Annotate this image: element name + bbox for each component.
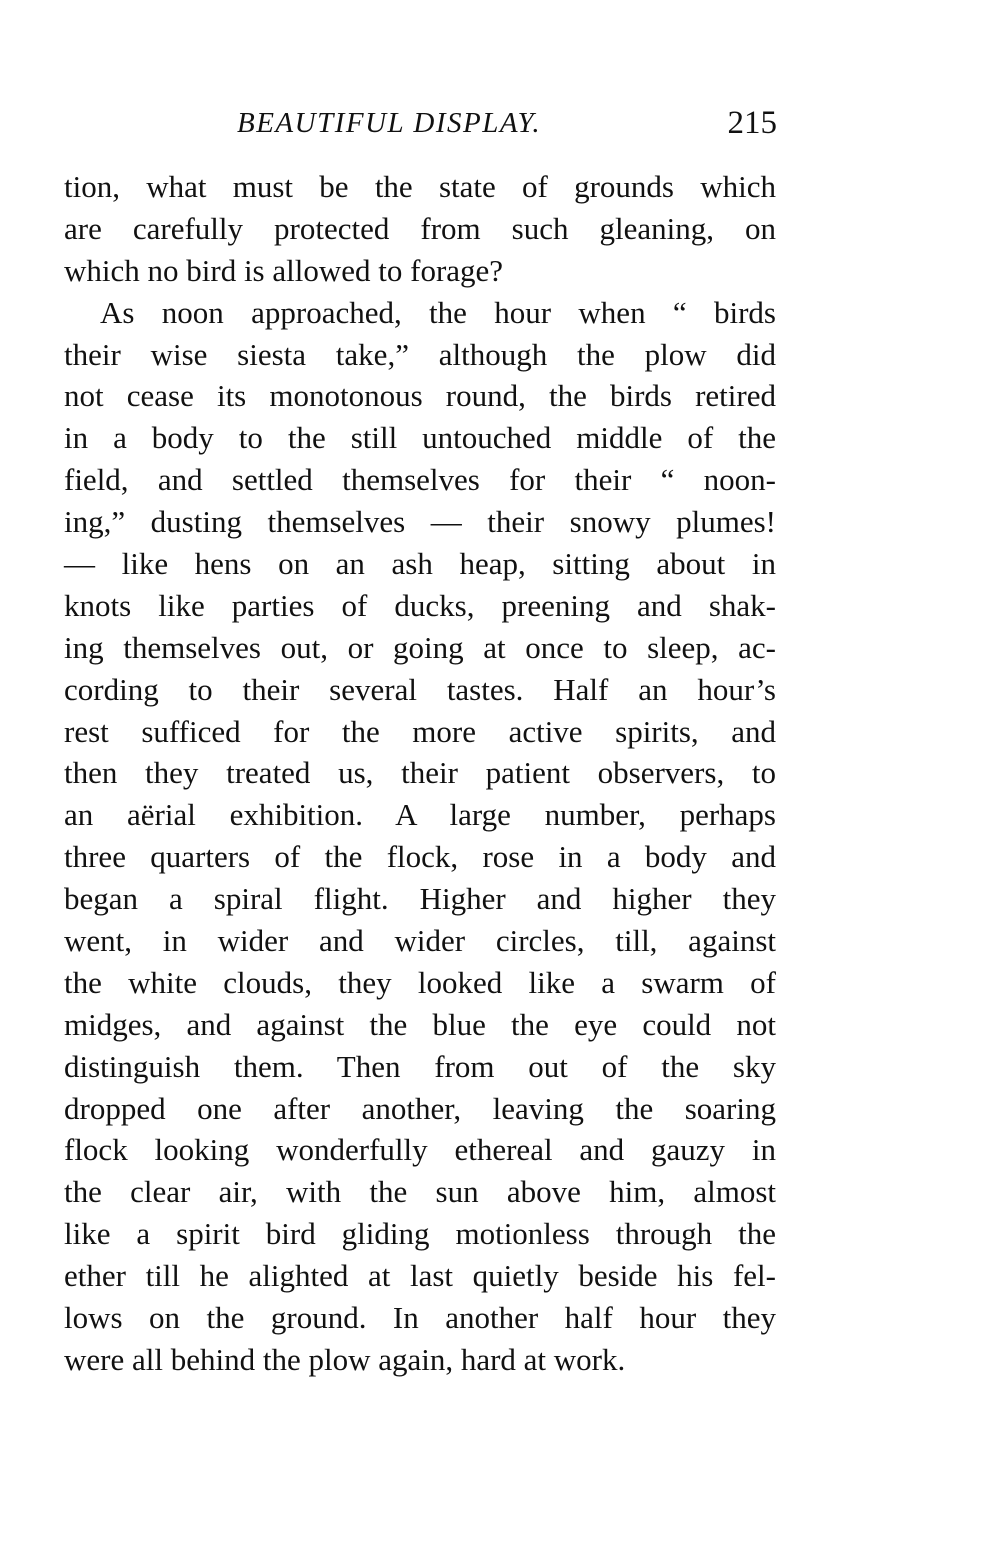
text-line: midges, and against the blue the eye could not	[64, 1006, 776, 1042]
text-line: ether till he alighted at last quietly beside his fel-	[64, 1258, 776, 1294]
text-line: field, and settled themselves for their “ noon-	[64, 462, 776, 498]
text-line: then they treated us, their patient observers, to	[64, 755, 776, 791]
text-line: their wise siesta take,” although the plow did	[64, 336, 776, 372]
text-line: ing themselves out, or going at once to sleep, ac-	[64, 629, 776, 665]
text-line: flock looking wonderfully ethereal and gauzy in	[64, 1132, 776, 1168]
text-line: went, in wider and wider circles, till, against	[64, 923, 776, 959]
page-number: 215	[727, 105, 777, 141]
text-line: dropped one after another, leaving the soaring	[64, 1090, 776, 1126]
text-line: knots like parties of ducks, preening and shak-	[64, 587, 776, 623]
text-line: the white clouds, they looked like a swarm of	[64, 964, 776, 1000]
body-text	[64, 166, 776, 1381]
text-line: ing,” dusting themselves — their snowy plumes!	[64, 504, 776, 540]
text-line: which no bird is allowed to forage?	[64, 252, 504, 288]
text-line: three quarters of the flock, rose in a body and	[64, 839, 776, 875]
text-line: As noon approached, the hour when “ birds	[100, 294, 776, 330]
text-line: lows on the ground. In another half hour they	[64, 1300, 776, 1336]
text-line: like a spirit bird gliding motionless through the	[64, 1216, 776, 1252]
text-line: an aërial exhibition. A large number, perhaps	[64, 797, 776, 833]
text-line: not cease its monotonous round, the birds retired	[64, 378, 776, 414]
text-line: are carefully protected from such gleaning, on	[64, 210, 776, 246]
text-line: rest sufficed for the more active spirits, and	[64, 713, 776, 749]
text-line: tion, what must be the state of grounds which	[64, 169, 776, 204]
running-title: BEAUTIFUL DISPLAY.	[237, 107, 542, 139]
text-line: distinguish them. Then from out of the sky	[64, 1048, 776, 1084]
text-line: — like hens on an ash heap, sitting about in	[64, 546, 776, 582]
text-line: the clear air, with the sun above him, almost	[64, 1174, 776, 1210]
running-head	[237, 101, 777, 145]
text-line: began a spiral flight. Higher and higher they	[64, 881, 776, 917]
text-line: in a body to the still untouched middle of the	[64, 420, 776, 456]
text-line: were all behind the plow again, hard at work.	[64, 1341, 626, 1377]
text-line: cording to their several tastes. Half an hour’s	[64, 671, 776, 707]
